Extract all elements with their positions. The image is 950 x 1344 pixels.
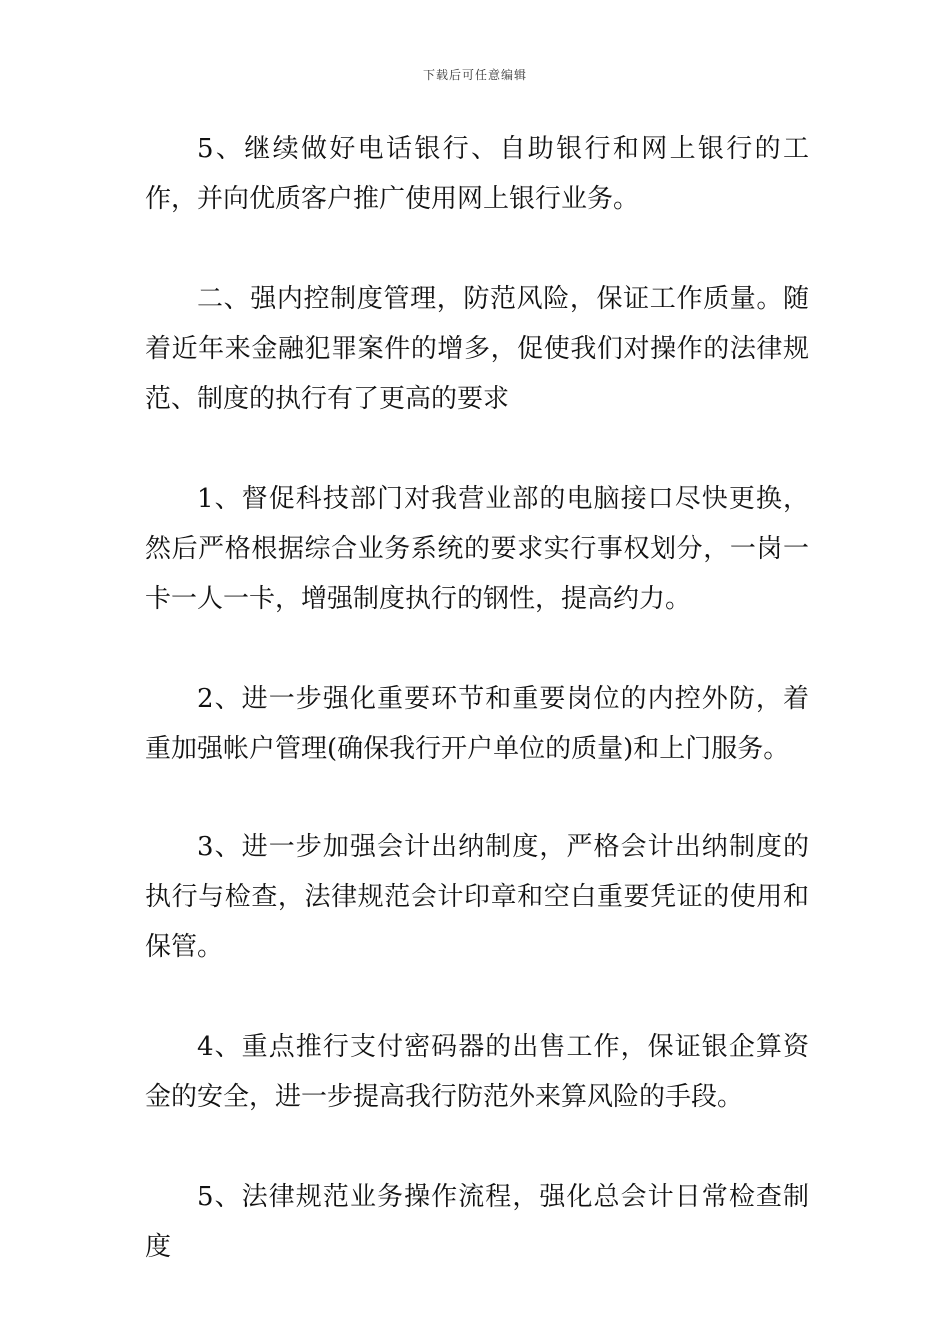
- paragraph: 5、法律规范业务操作流程，强化总会计日常检查制度: [145, 1182, 809, 1262]
- paragraph: 4、重点推行支付密码器的出售工作，保证银企算资金的安全，进一步提高我行防范外来算风险的手段。: [145, 1032, 809, 1112]
- page-header: 下载后可任意编辑: [422, 68, 527, 82]
- paragraph: 3、进一步加强会计出纳制度，严格会计出纳制度的执行与检查，法律规范会计印章和空白重要凭证的使用和保管。: [145, 832, 809, 962]
- paragraph: 2、进一步强化重要环节和重要岗位的内控外防，着重加强帐户管理(确保我行开户单位的质量)和上门服务。: [145, 684, 809, 764]
- paragraph: 二、强内控制度管理，防范风险，保证工作质量。随着近年来金融犯罪案件的增多，促使我们对操作的法律规范、制度的执行有了更高的要求: [145, 284, 809, 414]
- paragraph: 5、继续做好电话银行、自助银行和网上银行的工作，并向优质客户推广使用网上银行业务。: [145, 134, 809, 214]
- paragraph: 1、督促科技部门对我营业部的电脑接口尽快更换，然后严格根据综合业务系统的要求实行事权划分，一岗一卡一人一卡，增强制度执行的钢性，提高约力。: [145, 484, 809, 614]
